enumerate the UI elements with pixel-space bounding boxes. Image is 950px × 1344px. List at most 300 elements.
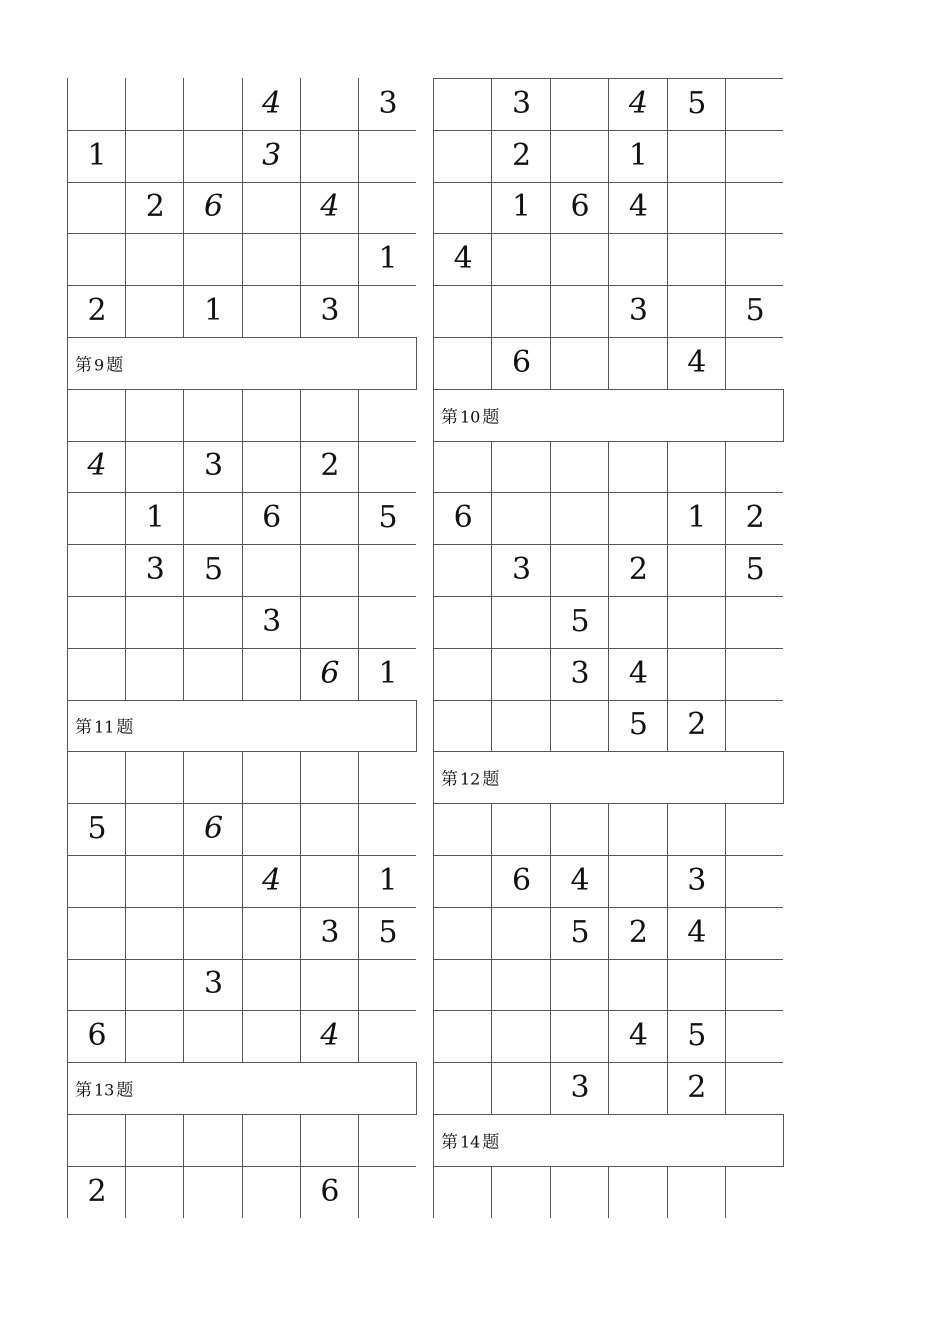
- grid-cell: [433, 1166, 492, 1218]
- puzzle-number-label: [441, 402, 499, 427]
- grid-cell: [608, 1166, 667, 1218]
- cell-digit: 5: [203, 552, 224, 588]
- grid-cell: [491, 648, 550, 700]
- grid-cell: [667, 648, 726, 700]
- grid-row: [67, 130, 416, 183]
- cell-digit: 5: [570, 914, 590, 950]
- cell-digit: 1: [145, 500, 165, 536]
- grid-cell: [433, 1010, 492, 1062]
- grid-cell: [242, 441, 301, 493]
- grid-row: [67, 182, 416, 235]
- grid-cell: [667, 1166, 726, 1218]
- grid-cell: [550, 492, 609, 544]
- cell-digit: 4: [262, 862, 282, 898]
- grid-cell: [242, 751, 301, 803]
- grid-row: [67, 1114, 416, 1167]
- puzzle-number-label: [441, 1127, 499, 1152]
- label-number: 13: [94, 1080, 115, 1100]
- grid-cell: [725, 855, 784, 907]
- cell-digit: 5: [687, 85, 707, 121]
- grid-cell: [67, 233, 126, 285]
- grid-cell: [300, 907, 359, 959]
- grid-row: [67, 1166, 416, 1218]
- label-prefix: 第: [441, 769, 458, 790]
- grid-cell: [67, 907, 126, 959]
- grid-cell: [491, 337, 550, 389]
- grid-cell: [550, 1010, 609, 1062]
- label-number: 9: [94, 355, 105, 375]
- grid-cell: [242, 285, 301, 337]
- grid-cell: [550, 596, 609, 648]
- grid-cell: [608, 700, 667, 752]
- grid-cell: [550, 1166, 609, 1218]
- grid-cell: [550, 130, 609, 182]
- grid-cell: [433, 337, 492, 389]
- label-suffix: 题: [482, 1132, 500, 1153]
- grid-cell: [300, 182, 359, 234]
- puzzle-label-row: [67, 700, 417, 753]
- grid-cell: [67, 389, 126, 441]
- grid-cell: [725, 700, 784, 752]
- grid-cell: [242, 544, 301, 596]
- grid-cell: [608, 1010, 667, 1062]
- grid-cell: [491, 1062, 550, 1114]
- puzzle-number-label: [75, 713, 133, 738]
- grid-cell: [67, 959, 126, 1011]
- cell-digit: 3: [512, 85, 532, 121]
- grid-cell: [125, 492, 184, 544]
- grid-cell: [67, 441, 126, 493]
- grid-cell: [242, 855, 301, 907]
- grid-row: [67, 751, 416, 804]
- grid-cell: [125, 285, 184, 337]
- cell-digit: 4: [687, 914, 707, 950]
- grid-cell: [183, 492, 242, 544]
- cell-digit: 2: [87, 293, 107, 329]
- grid-cell: [125, 751, 184, 803]
- grid-cell: [433, 130, 492, 182]
- grid-row: [67, 648, 416, 701]
- grid-cell: [491, 544, 550, 596]
- grid-cell: [358, 492, 417, 544]
- grid-cell: [300, 1010, 359, 1062]
- grid-cell: [491, 855, 550, 907]
- grid-cell: [125, 182, 184, 234]
- label-number: 11: [94, 717, 115, 737]
- cell-digit: 4: [687, 344, 707, 380]
- grid-row: [67, 285, 416, 338]
- grid-cell: [183, 544, 242, 596]
- grid-row: [433, 78, 783, 131]
- grid-cell: [358, 389, 417, 441]
- grid-cell: [183, 1114, 242, 1166]
- grid-cell: [725, 959, 784, 1011]
- grid-cell: [67, 803, 126, 855]
- cell-digit: 1: [628, 137, 648, 173]
- cell-digit: 3: [145, 552, 165, 588]
- grid-cell: [358, 285, 417, 337]
- grid-row: [433, 182, 783, 235]
- grid-cell: [667, 1062, 726, 1114]
- grid-cell: [125, 233, 184, 285]
- grid-cell: [667, 700, 726, 752]
- grid-cell: [550, 285, 609, 337]
- grid-cell: [491, 441, 550, 493]
- grid-cell: [433, 648, 492, 700]
- grid-cell: [725, 285, 784, 337]
- grid-cell: [125, 441, 184, 493]
- grid-cell: [125, 959, 184, 1011]
- grid-cell: [183, 596, 242, 648]
- grid-cell: [667, 130, 726, 182]
- grid-cell: [300, 492, 359, 544]
- grid-cell: [667, 492, 726, 544]
- label-prefix: 第: [441, 407, 458, 428]
- grid-cell: [725, 1010, 784, 1062]
- grid-row: [433, 337, 783, 390]
- grid-row: [433, 544, 783, 597]
- grid-row: [433, 1062, 783, 1115]
- puzzle-label-row: [433, 1114, 784, 1167]
- cell-digit: 6: [203, 811, 224, 847]
- grid-cell: [667, 544, 726, 596]
- grid-cell: [491, 1166, 550, 1218]
- grid-cell: [491, 492, 550, 544]
- grid-cell: [608, 492, 667, 544]
- grid-row: [67, 441, 416, 494]
- label-suffix: 题: [482, 407, 500, 428]
- grid-cell: [491, 596, 550, 648]
- grid-cell: [67, 751, 126, 803]
- grid-cell: [125, 1114, 184, 1166]
- cell-digit: 6: [320, 1173, 340, 1209]
- grid-cell: [242, 959, 301, 1011]
- grid-cell: [725, 1166, 784, 1218]
- grid-cell: [491, 700, 550, 752]
- cell-digit: 1: [378, 241, 398, 277]
- grid-cell: [667, 855, 726, 907]
- grid-row: [67, 855, 416, 908]
- grid-cell: [125, 907, 184, 959]
- label-number: 12: [460, 769, 481, 789]
- grid-cell: [725, 441, 784, 493]
- left-puzzle-column: [67, 78, 417, 1218]
- grid-row: [433, 648, 783, 701]
- grid-cell: [183, 1010, 242, 1062]
- grid-cell: [491, 78, 550, 130]
- cell-digit: 4: [320, 1018, 340, 1054]
- label-number: 10: [460, 407, 481, 427]
- grid-cell: [550, 441, 609, 493]
- grid-cell: [667, 285, 726, 337]
- cell-digit: 1: [87, 137, 107, 173]
- grid-cell: [725, 130, 784, 182]
- cell-digit: 3: [570, 655, 590, 691]
- grid-cell: [300, 1114, 359, 1166]
- grid-row: [67, 803, 416, 856]
- grid-cell: [67, 855, 126, 907]
- grid-cell: [550, 959, 609, 1011]
- grid-cell: [667, 1010, 726, 1062]
- grid-row: [433, 1010, 783, 1063]
- grid-cell: [300, 803, 359, 855]
- cell-digit: 5: [687, 1018, 707, 1054]
- grid-cell: [608, 441, 667, 493]
- grid-cell: [491, 803, 550, 855]
- grid-cell: [358, 803, 417, 855]
- grid-cell: [608, 959, 667, 1011]
- cell-digit: 3: [570, 1070, 590, 1106]
- grid-cell: [608, 855, 667, 907]
- grid-cell: [433, 233, 492, 285]
- cell-digit: 3: [512, 552, 532, 588]
- grid-cell: [608, 544, 667, 596]
- grid-cell: [125, 1010, 184, 1062]
- cell-digit: 1: [378, 655, 398, 691]
- grid-cell: [125, 78, 184, 130]
- cell-digit: 2: [320, 448, 340, 484]
- grid-cell: [67, 130, 126, 182]
- grid-cell: [491, 182, 550, 234]
- grid-cell: [608, 233, 667, 285]
- grid-cell: [667, 907, 726, 959]
- cell-digit: 4: [570, 862, 590, 898]
- grid-cell: [183, 648, 242, 700]
- grid-row: [433, 285, 783, 338]
- grid-cell: [667, 596, 726, 648]
- label-prefix: 第: [441, 1132, 458, 1153]
- grid-cell: [242, 907, 301, 959]
- grid-cell: [433, 596, 492, 648]
- grid-cell: [725, 803, 784, 855]
- cell-digit: 2: [628, 552, 648, 588]
- cell-digit: 6: [262, 500, 282, 536]
- grid-row: [67, 78, 416, 131]
- cell-digit: 5: [628, 707, 648, 743]
- grid-cell: [725, 907, 784, 959]
- grid-cell: [608, 803, 667, 855]
- grid-cell: [300, 959, 359, 1011]
- grid-cell: [67, 182, 126, 234]
- grid-row: [433, 233, 783, 286]
- grid-cell: [300, 1166, 359, 1218]
- cell-digit: 3: [262, 137, 282, 173]
- grid-cell: [725, 1062, 784, 1114]
- grid-cell: [358, 648, 417, 700]
- cell-digit: 4: [628, 85, 648, 121]
- cell-digit: 4: [453, 241, 473, 277]
- grid-cell: [358, 907, 417, 959]
- cell-digit: 2: [687, 707, 707, 743]
- cell-digit: 2: [145, 189, 165, 225]
- grid-cell: [667, 337, 726, 389]
- grid-cell: [67, 1114, 126, 1166]
- cell-digit: 1: [687, 500, 707, 536]
- grid-cell: [550, 907, 609, 959]
- grid-cell: [242, 233, 301, 285]
- cell-digit: 3: [203, 966, 224, 1002]
- cell-digit: 5: [570, 603, 590, 639]
- grid-cell: [300, 441, 359, 493]
- grid-cell: [183, 233, 242, 285]
- grid-cell: [550, 233, 609, 285]
- grid-cell: [608, 907, 667, 959]
- grid-cell: [358, 78, 417, 130]
- grid-cell: [67, 285, 126, 337]
- grid-cell: [358, 596, 417, 648]
- grid-cell: [608, 337, 667, 389]
- grid-cell: [725, 233, 784, 285]
- grid-cell: [300, 596, 359, 648]
- grid-row: [433, 1166, 783, 1218]
- grid-row: [433, 855, 783, 908]
- grid-cell: [67, 544, 126, 596]
- grid-cell: [67, 648, 126, 700]
- grid-cell: [300, 648, 359, 700]
- cell-digit: 1: [512, 189, 532, 225]
- grid-row: [67, 492, 416, 545]
- grid-cell: [433, 855, 492, 907]
- grid-cell: [242, 389, 301, 441]
- cell-digit: 4: [628, 189, 648, 225]
- grid-cell: [183, 803, 242, 855]
- grid-cell: [67, 1166, 126, 1218]
- cell-digit: 6: [87, 1018, 107, 1054]
- grid-row: [67, 1010, 416, 1063]
- grid-cell: [725, 337, 784, 389]
- grid-cell: [550, 855, 609, 907]
- grid-cell: [608, 130, 667, 182]
- cell-digit: 3: [320, 293, 340, 329]
- cell-digit: 2: [745, 500, 765, 536]
- grid-cell: [125, 803, 184, 855]
- grid-cell: [667, 182, 726, 234]
- grid-cell: [242, 1114, 301, 1166]
- grid-cell: [433, 492, 492, 544]
- grid-cell: [125, 544, 184, 596]
- puzzle-label-row: [433, 751, 784, 804]
- grid-cell: [725, 492, 784, 544]
- grid-cell: [433, 700, 492, 752]
- grid-row: [67, 233, 416, 286]
- grid-cell: [183, 389, 242, 441]
- grid-row: [433, 130, 783, 183]
- grid-cell: [433, 285, 492, 337]
- puzzle-number-label: [441, 765, 499, 790]
- cell-digit: 1: [203, 293, 224, 329]
- grid-cell: [433, 959, 492, 1011]
- cell-digit: 5: [378, 914, 398, 950]
- grid-cell: [358, 959, 417, 1011]
- grid-cell: [608, 1062, 667, 1114]
- grid-cell: [125, 389, 184, 441]
- label-prefix: 第: [75, 355, 92, 376]
- puzzle-label-row: [67, 1062, 417, 1115]
- grid-cell: [242, 130, 301, 182]
- grid-cell: [183, 907, 242, 959]
- grid-cell: [550, 1062, 609, 1114]
- grid-cell: [725, 544, 784, 596]
- grid-cell: [300, 285, 359, 337]
- grid-cell: [300, 544, 359, 596]
- grid-cell: [125, 855, 184, 907]
- grid-cell: [358, 441, 417, 493]
- grid-cell: [242, 78, 301, 130]
- cell-digit: 3: [203, 448, 224, 484]
- grid-cell: [608, 285, 667, 337]
- grid-row: [433, 596, 783, 649]
- label-prefix: 第: [75, 1080, 92, 1101]
- grid-cell: [358, 544, 417, 596]
- grid-row: [433, 441, 783, 494]
- grid-cell: [433, 803, 492, 855]
- grid-cell: [183, 855, 242, 907]
- cell-digit: 2: [87, 1173, 107, 1209]
- grid-row: [433, 907, 783, 960]
- cell-digit: 5: [745, 293, 765, 329]
- grid-cell: [550, 700, 609, 752]
- grid-cell: [433, 544, 492, 596]
- grid-cell: [242, 182, 301, 234]
- grid-cell: [125, 596, 184, 648]
- grid-cell: [550, 544, 609, 596]
- grid-cell: [550, 337, 609, 389]
- grid-row: [433, 803, 783, 856]
- grid-row: [433, 700, 783, 753]
- cell-digit: 6: [512, 344, 532, 380]
- grid-cell: [183, 959, 242, 1011]
- label-suffix: 题: [482, 769, 500, 790]
- label-suffix: 题: [106, 355, 124, 376]
- cell-digit: 4: [628, 1018, 648, 1054]
- grid-cell: [550, 803, 609, 855]
- grid-cell: [725, 78, 784, 130]
- grid-cell: [358, 182, 417, 234]
- grid-row: [67, 544, 416, 597]
- grid-cell: [358, 130, 417, 182]
- grid-cell: [433, 1062, 492, 1114]
- grid-cell: [667, 233, 726, 285]
- grid-cell: [433, 182, 492, 234]
- grid-cell: [433, 907, 492, 959]
- grid-cell: [300, 389, 359, 441]
- cell-digit: 6: [203, 189, 224, 225]
- grid-cell: [183, 78, 242, 130]
- grid-cell: [183, 751, 242, 803]
- grid-cell: [358, 855, 417, 907]
- grid-cell: [300, 855, 359, 907]
- grid-cell: [667, 803, 726, 855]
- puzzle-number-label: [75, 350, 123, 375]
- cell-digit: 6: [512, 862, 532, 898]
- cell-digit: 3: [687, 862, 707, 898]
- grid-cell: [491, 130, 550, 182]
- grid-cell: [667, 78, 726, 130]
- puzzle-number-label: [75, 1076, 133, 1101]
- grid-cell: [550, 78, 609, 130]
- cell-digit: 5: [378, 500, 398, 536]
- grid-cell: [300, 233, 359, 285]
- grid-cell: [242, 1010, 301, 1062]
- grid-cell: [300, 130, 359, 182]
- grid-cell: [300, 751, 359, 803]
- grid-cell: [725, 596, 784, 648]
- cell-digit: 3: [628, 293, 648, 329]
- grid-cell: [667, 441, 726, 493]
- grid-cell: [491, 1010, 550, 1062]
- cell-digit: 3: [320, 914, 340, 950]
- grid-cell: [183, 285, 242, 337]
